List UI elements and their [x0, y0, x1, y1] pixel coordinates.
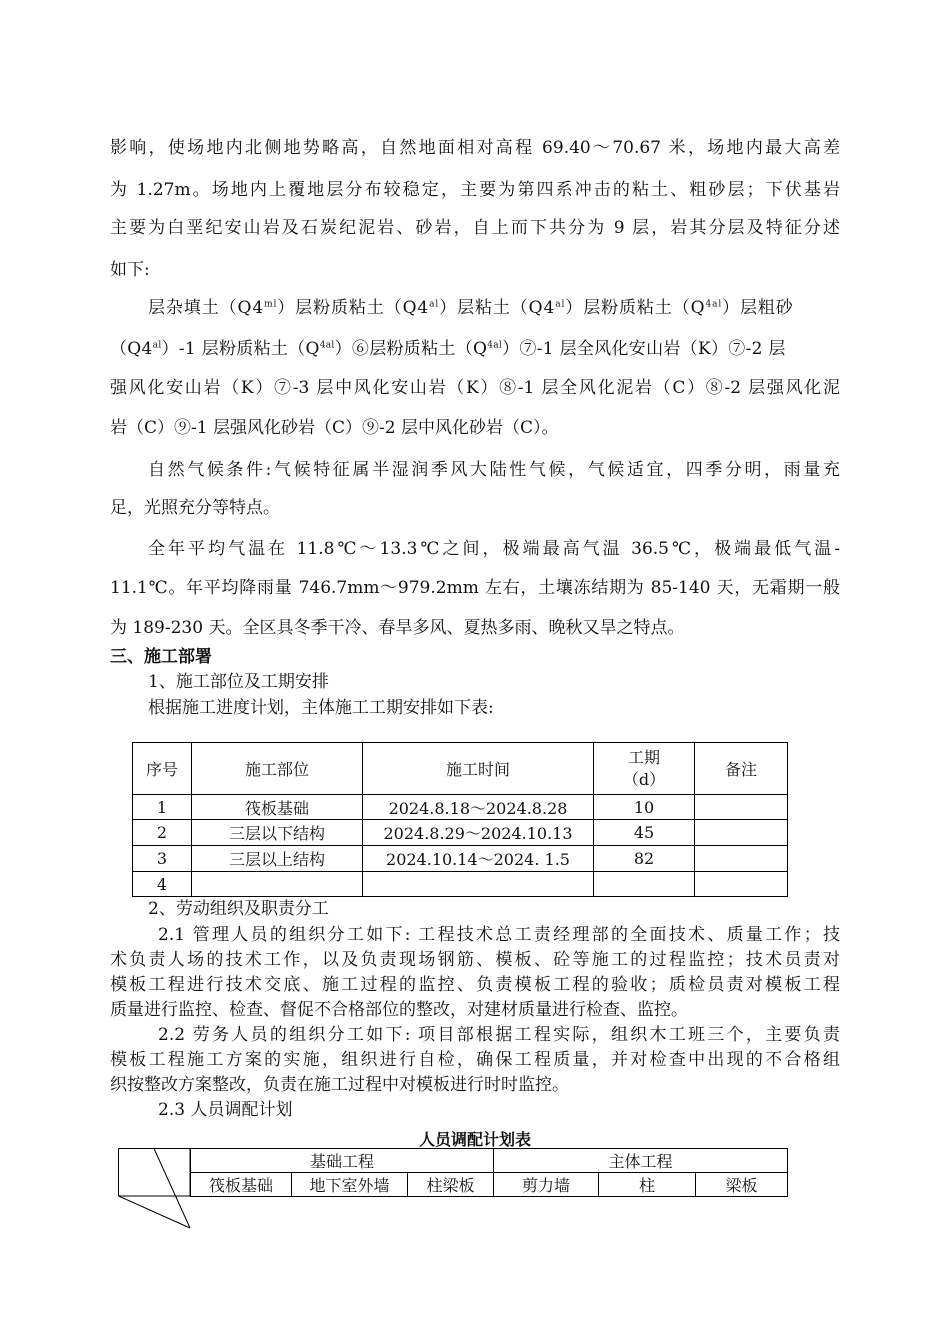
table-intro: 根据施工进度计划，主体施工工期安排如下表:: [148, 698, 494, 718]
paragraph-line: 织按整改方案整改，负责在施工过程中对模板进行时时监控。: [110, 1075, 569, 1095]
table-cell: 2: [133, 820, 192, 846]
subsection-heading: 2.3 人员调配计划: [158, 1100, 293, 1120]
table-cell: [695, 795, 788, 820]
table-cell: [695, 872, 788, 897]
paragraph-line: 术负责人场的技术工作，以及负责现场钢筋、模板、砼等施工的过程监控；技术员责对: [110, 950, 840, 970]
subsection-heading: 1、施工部位及工期安排: [148, 672, 329, 692]
group-header: 主体工程: [494, 1149, 788, 1173]
paragraph-line: 2.2 劳务人员的组织分工如下: 项目部根据工程实际，组织木工班三个，主要负责: [158, 1025, 840, 1045]
paragraph-line: 足，光照充分等特点。: [110, 498, 280, 518]
header-cell: 施工时间: [363, 743, 594, 795]
table-cell: 2024.10.14～2024. 1.5: [363, 846, 594, 872]
paragraph-line: 主要为白垩纪安山岩及石炭纪泥岩、砂岩，自上而下共分为 9 层，岩其分层及特征分述: [110, 218, 840, 238]
section-heading: 三、施工部署: [110, 647, 212, 667]
schedule-table: [132, 742, 788, 897]
table-cell: 1: [133, 795, 192, 820]
table-cell: 3: [133, 846, 192, 872]
table-cell: 45: [594, 820, 695, 846]
paragraph-line: 模板工程进行技术交底、施工过程的监控、负责模板工程的验收；质检员责对模板工程: [110, 975, 840, 995]
table-cell: 2024.8.29～2024.10.13: [363, 820, 594, 846]
table-row: [133, 872, 788, 897]
header-cell: 备注: [695, 743, 788, 795]
strata-line-1: 层杂填土$(Q4^{ml})$层粉质粘土$(Q4^{al})$层粘土$(Q4^{al})$层粉质粘土$(Q^{4al})$层粗砂: [148, 298, 794, 318]
column-header: 柱: [599, 1173, 696, 1197]
table-caption: 人员调配计划表: [418, 1130, 531, 1149]
table-cell: 三层以下结构: [192, 820, 363, 846]
table-cell: [695, 820, 788, 846]
column-header: 地下室外墙: [292, 1173, 408, 1197]
diagonal-lines: [118, 1148, 192, 1230]
table-cell: [363, 872, 594, 897]
header-cell: 施工部位: [192, 743, 363, 795]
strata-line-3: 强风化安山岩（K）⑦-3 层中风化安山岩（K）⑧-1 层全风化泥岩（C）⑧-2 层强风化泥: [110, 378, 840, 398]
table-row: [133, 846, 788, 872]
column-header: 梁板: [696, 1173, 788, 1197]
column-header: 柱梁板: [408, 1173, 494, 1197]
table-cell: 三层以上结构: [192, 846, 363, 872]
paragraph-line: 影响，使场地内北侧地势略高，自然地面相对高程 69.40～70.67 米，场地内最大高差: [110, 138, 840, 158]
table-header-row: [133, 743, 788, 795]
table-cell: 82: [594, 846, 695, 872]
paragraph-line: 2.1 管理人员的组织分工如下: 工程技术总工责经理部的全面技术、质量工作；技: [158, 925, 840, 945]
table-cell: [192, 872, 363, 897]
paragraph-line: 全年平均气温在 11.8℃～13.3℃之间，极端最高气温 36.5℃，极端最低气温-: [148, 539, 840, 559]
diagonal-header-cell: [118, 1148, 190, 1228]
strata-line-2: $(Q4^{al})-1$ 层粉质粘土$(Q^{4al})⑥$层粉质粘土$(Q^{4al})⑦-1$ 层全风化安山岩（K）⑦-2 层: [110, 339, 786, 359]
paragraph-line: 模板工程施工方案的实施，组织进行自检，确保工程质量，并对检查中出现的不合格组: [110, 1050, 840, 1070]
paragraph-line: 为 189-230 天。全区具冬季干冷、春旱多风、夏热多雨、晚秋又旱之特点。: [110, 618, 685, 638]
header-cell: 序号: [133, 743, 192, 795]
strata-line-4: 岩（C）⑨-1 层强风化砂岩（C）⑨-2 层中风化砂岩（C）。: [110, 418, 559, 438]
column-header-row: [191, 1173, 788, 1197]
paragraph-line: 质量进行监控、检查、督促不合格部位的整改，对建材质量进行检查、监控。: [110, 1000, 688, 1020]
subsection-heading: 2、劳动组织及职责分工: [148, 899, 329, 919]
table-cell: 筏板基础: [192, 795, 363, 820]
table-row: [133, 820, 788, 846]
paragraph-line: 自然气候条件:气候特征属半湿润季风大陆性气候，气候适宜，四季分明，雨量充: [148, 460, 840, 480]
table-cell: [594, 872, 695, 897]
staff-table: [190, 1148, 788, 1197]
paragraph-line: 11.1℃。年平均降雨量 746.7mm～979.2mm 左右，土壤冻结期为 85-140 天，无霜期一般: [110, 578, 840, 598]
paragraph-line: 为 1.27m。场地内上覆地层分布较稳定，主要为第四系冲击的粘土、粗砂层；下伏基岩: [110, 180, 840, 200]
table-cell: 2024.8.18～2024.8.28: [363, 795, 594, 820]
table-cell: [695, 846, 788, 872]
table-cell: 4: [133, 872, 192, 897]
group-header-row: [191, 1149, 788, 1173]
table-row: [133, 795, 788, 820]
group-header: 基础工程: [191, 1149, 494, 1173]
column-header: 剪力墙: [494, 1173, 599, 1197]
column-header: 筏板基础: [191, 1173, 292, 1197]
table-cell: 10: [594, 795, 695, 820]
header-cell: 工期 （d）: [594, 743, 695, 795]
paragraph-line: 如下:: [110, 260, 150, 280]
